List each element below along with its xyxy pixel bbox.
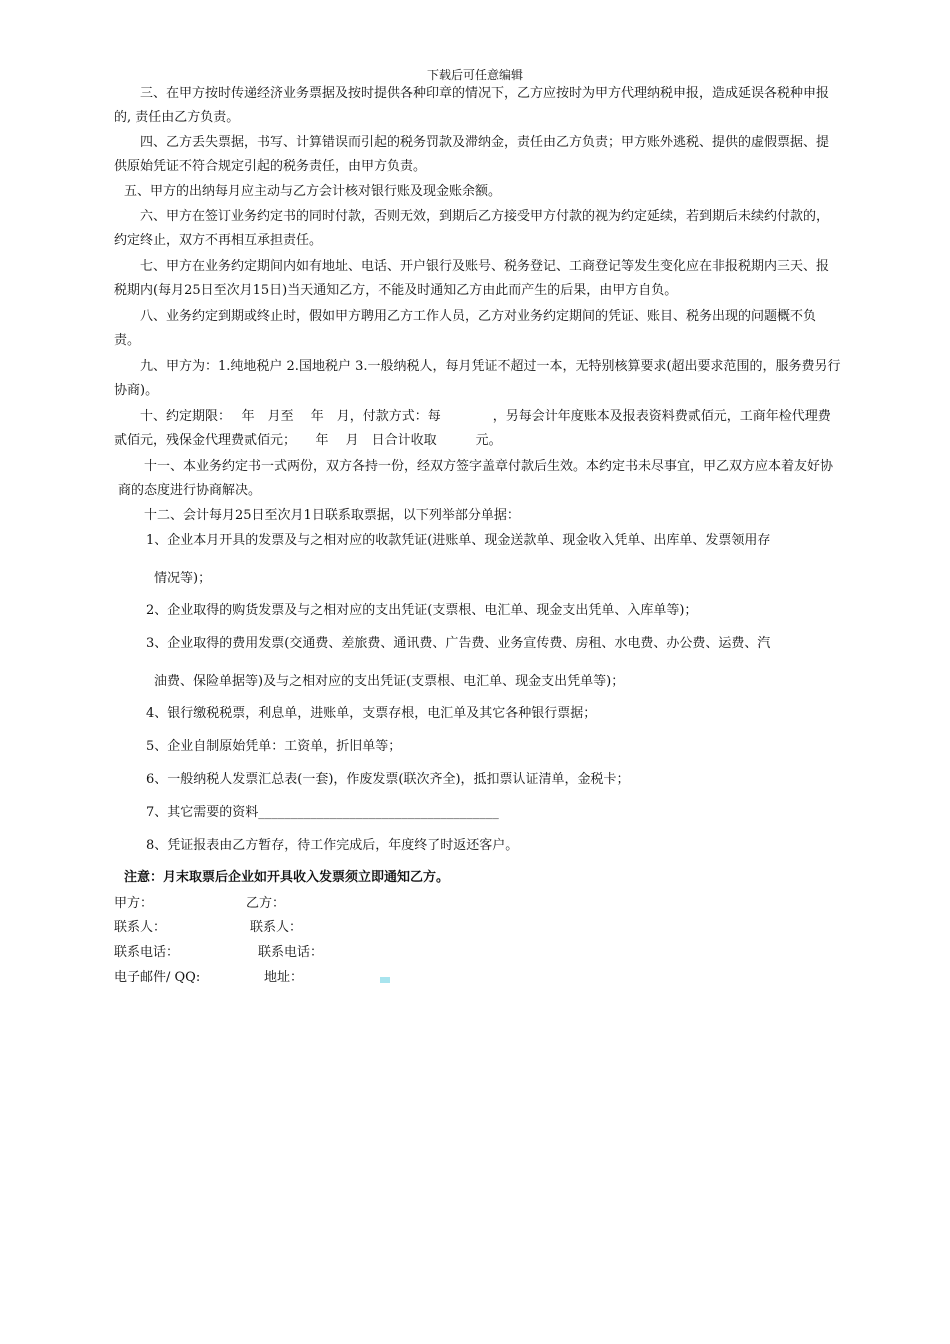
clause-8: 八、业务约定到期或终止时，假如甲方聘用乙方工作人员，乙方对业务约定期间的凭证、账目、税务出现的问题概不负责。: [114, 309, 817, 348]
party-a-label: 甲方：: [114, 896, 154, 911]
email-a-label: 电子邮件/ QQ:: [114, 970, 201, 985]
list-item-1-cont: 情况等)；: [154, 571, 212, 586]
highlight-mark: [380, 977, 390, 983]
list-item-1: 1、企业本月开具的发票及与之相对应的收款凭证(进账单、现金送款单、现金收入凭单、出库单、发票领用存: [146, 533, 771, 548]
contact-b-label: 联系人：: [250, 920, 303, 935]
list-item-5: 5、企业自制原始凭单：工资单，折旧单等；: [146, 739, 402, 754]
list-item-3-cont: 油费、保险单据等)及与之相对应的支出凭证(支票根、电汇单、现金支出凭单等)；: [154, 674, 625, 689]
list-item-2: 2、企业取得的购货发票及与之相对应的支出凭证(支票根、电汇单、现金支出凭单、入库单等)；: [146, 603, 698, 618]
list-item-8: 8、凭证报表由乙方暂存，待工作完成后，年度终了时返还客户。: [146, 838, 519, 853]
clause-12: 十二、会计每月25日至次月1日联系取票据，以下列举部分单据：: [144, 508, 520, 523]
list-item-7: 7、其它需要的资料_____________________________________: [146, 805, 499, 820]
clause-9: 九、甲方为：1.纯地税户 2.国地税户 3.一般纳税人，每月凭证不超过一本，无特别核算要求(超出要求范围的，服务费另行协商)。: [114, 359, 841, 398]
address-b-label: 地址：: [264, 970, 304, 985]
phone-b-label: 联系电话：: [258, 945, 324, 960]
clause-5: 五、甲方的出纳每月应主动与乙方会计核对银行账及现金账余额。: [124, 184, 502, 199]
clause-11: 十一、本业务约定书一式两份，双方各持一份，经双方签字盖章付款后生效。本约定书未尽事宜，甲乙双方应本着友好协商的态度进行协商解决。: [118, 459, 834, 498]
page-header: 下载后可任意编辑: [426, 68, 523, 82]
list-item-4: 4、银行缴税税票，利息单，进账单，支票存根，电汇单及其它各种银行票据；: [146, 706, 597, 721]
clause-10: 十、约定期限： 年 月至 年 月，付款方式：每 ，另每会计年度账本及报表资料费贰佰元，工商年检代理费贰佰元，残保金代理费贰佰元； 年 月 日合计收取 元。: [114, 409, 831, 448]
clause-6: 六、甲方在签订业务约定书的同时付款，否则无效，到期后乙方接受甲方付款的视为约定延续，若到期后未续约付款的，约定终止，双方不再相互承担责任。: [114, 209, 830, 248]
list-item-6: 6、一般纳税人发票汇总表(一套)，作废发票(联次齐全)，抵扣票认证清单，金税卡；: [146, 772, 630, 787]
contact-a-label: 联系人：: [114, 920, 167, 935]
clause-4: 四、乙方丢失票据，书写、计算错误而引起的税务罚款及滞纳金，责任由乙方负责；甲方账外逃税、提供的虚假票据、提供原始凭证不符合规定引起的税务责任，由甲方负责。: [114, 135, 830, 174]
notice: 注意：月末取票后企业如开具收入发票须立即通知乙方。: [124, 870, 450, 885]
clause-3: 三、在甲方按时传递经济业务票据及按时提供各种印章的情况下，乙方应按时为甲方代理纳税申报，造成延误各税种申报的, 责任由乙方负责。: [114, 86, 830, 125]
party-b-label: 乙方：: [246, 896, 286, 911]
clause-7: 七、甲方在业务约定期间内如有地址、电话、开户银行及账号、税务登记、工商登记等发生变化应在非报税期内三天、报税期内(每月25日至次月15日)当天通知乙方，不能及时通知乙方由此而产生的后果，由甲方自负。: [114, 259, 830, 298]
phone-a-label: 联系电话：: [114, 945, 180, 960]
list-item-3: 3、企业取得的费用发票(交通费、差旅费、通讯费、广告费、业务宣传费、房租、水电费、办公费、运费、汽: [146, 636, 771, 651]
